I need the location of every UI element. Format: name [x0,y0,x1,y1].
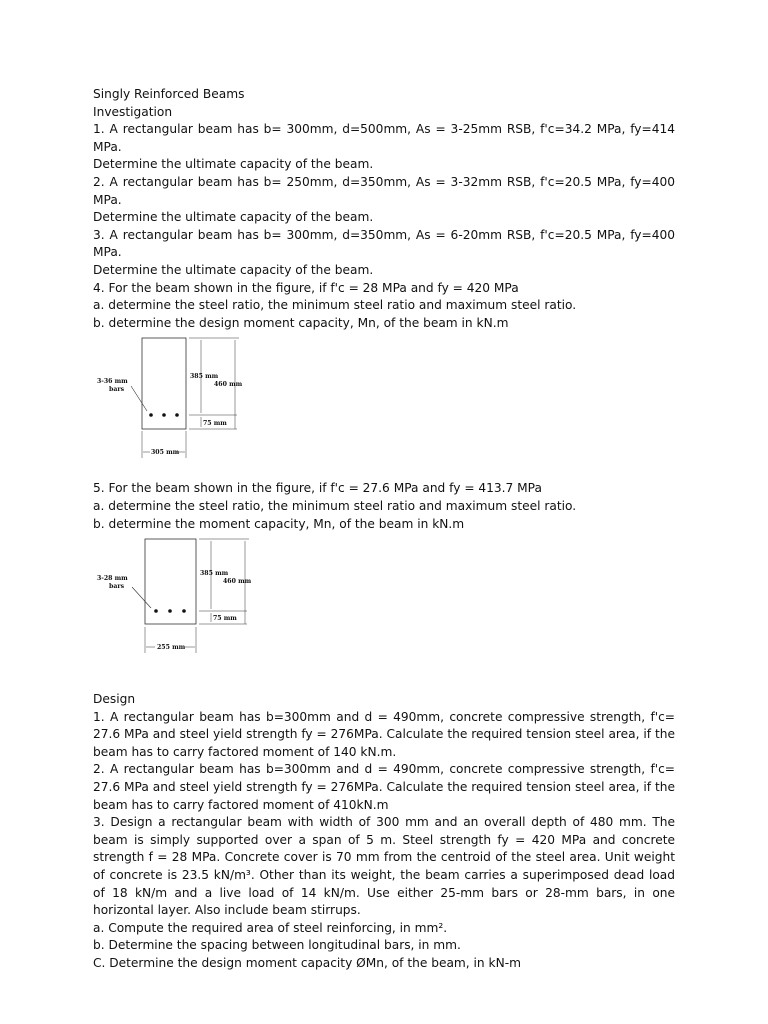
width-b-label-1: 305 mm [151,449,180,457]
depth-d-label-1: 385 mm [190,373,219,381]
investigation-heading: Investigation [93,104,173,119]
beam-section-diagram-2 [93,535,263,675]
beam-figure-2 [93,535,675,681]
design-problem-2: 2. A rectangular beam has b=300mm and d = 490mm, concrete compressive strength, f'c= 27.6 MPa and steel yield strength fy = 276MPa. Calculate the required tension steel area, if the beam has to carry factored moment of 410kN.m [93,762,675,812]
problem-1-line-1: 1. A rectangular beam has b= 300mm, d=500mm, As = 3-25mm RSB, f'c=34.2 MPa, fy=414 MPa. [93,122,675,154]
width-b-label-2: 255 mm [157,644,186,652]
depth-d-label-2: 385 mm [200,570,229,578]
problem-3-line-2: Determine the ultimate capacity of the beam. [93,262,374,277]
height-h-label-2: 460 mm [223,578,252,586]
bars-label-1: 3-36 mm [97,378,128,386]
problem-4-part-a: a. determine the steel ratio, the minimum steel ratio and maximum steel ratio. [93,298,577,313]
design-problem-3-part-b: b. Determine the spacing between longitudinal bars, in mm. [93,938,461,953]
problem-5: 5. For the beam shown in the figure, if f'c = 27.6 MPa and fy = 413.7 MPa [93,481,542,496]
document-title: Singly Reinforced Beams [93,87,245,101]
height-h-label-1: 460 mm [214,381,243,389]
cover-label-1: 75 mm [203,420,227,428]
cover-label-2: 75 mm [213,615,237,623]
design-problem-3: 3. Design a rectangular beam with width of 300 mm and an overall depth of 480 mm. The beam is simply supported over a span of 5 m. Steel strength fy = 420 MPa and concrete strength f = 28 MPa. Concrete cover is 70 mm from the centroid of the steel area. Unit weight of concrete is 23.5 kN/m³. Other than its weight, the beam carries a superimposed dead load of 18 kN/m and a live load of 14 kN/m. Use either 25-mm bars or 28-mm bars, in one horizontal layer. Also include beam stirrups. [93,815,675,918]
problem-5-part-b: b. determine the moment capacity, Mn, of the beam in kN.m [93,516,465,531]
problem-4: 4. For the beam shown in the figure, if f'c = 28 MPa and fy = 420 MPa [93,280,519,295]
design-problem-1: 1. A rectangular beam has b=300mm and d = 490mm, concrete compressive strength, f'c= 27.6 MPa and steel yield strength fy = 276MPa. Calculate the required tension steel area, if the beam has to carry factored moment of 140 kN.m. [93,709,675,759]
problem-1-line-2: Determine the ultimate capacity of the beam. [93,157,374,172]
problem-2-line-2: Determine the ultimate capacity of the beam. [93,210,374,225]
beam-figure-1 [93,334,675,480]
bars-label-1b: bars [109,386,125,394]
design-problem-3-part-a: a. Compute the required area of steel reinforcing, in mm². [93,920,448,935]
problem-5-part-a: a. determine the steel ratio, the minimum steel ratio and maximum steel ratio. [93,498,577,513]
document-page [93,86,675,973]
bars-label-2b: bars [109,583,125,591]
bars-label-2: 3-28 mm [97,575,128,583]
problem-2-line-1: 2. A rectangular beam has b= 250mm, d=350mm, As = 3-32mm RSB, f'c=20.5 MPa, fy=400 MPa. [93,174,675,207]
design-problem-3-part-c: C. Determine the design moment capacity ØMn, of the beam, in kN-m [93,956,521,970]
problem-4-part-b: b. determine the design moment capacity, Mn, of the beam in kN.m [93,315,509,330]
design-heading: Design [93,692,136,707]
beam-section-diagram-1 [93,334,263,474]
problem-3-line-1: 3. A rectangular beam has b= 300mm, d=350mm, As = 6-20mm RSB, f'c=20.5 MPa, fy=400 MPa. [93,227,675,260]
